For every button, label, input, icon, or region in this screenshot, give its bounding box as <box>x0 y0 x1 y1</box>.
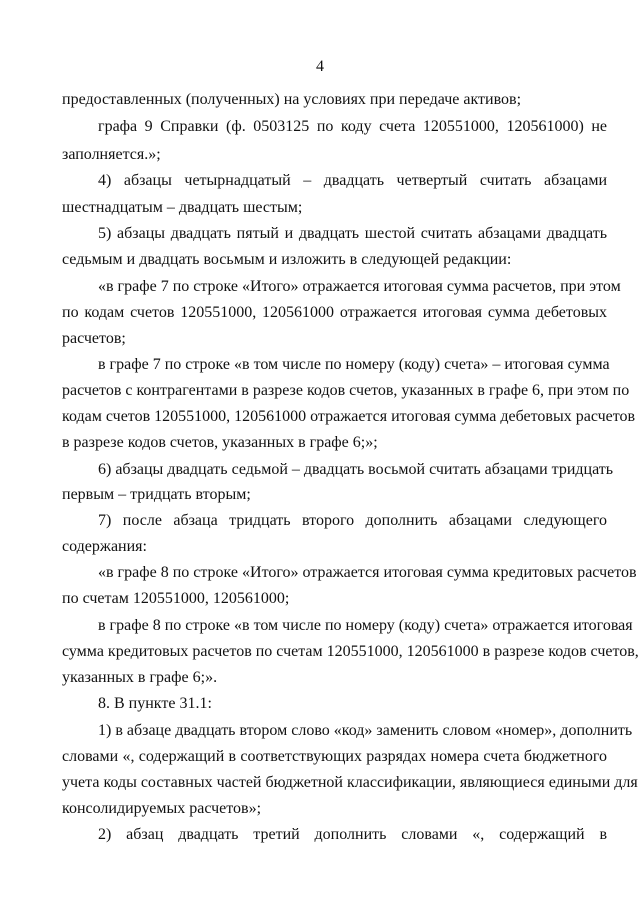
text-line: первым – тридцать вторым; <box>62 486 251 503</box>
text-line: седьмым и двадцать восьмым и изложить в следующей редакции: <box>62 251 512 268</box>
text-line: консолидируемых расчетов»; <box>62 800 262 817</box>
text-line: кодам счетов 120551000, 120561000 отражается итоговая сумма дебетовых расчетов <box>62 408 636 425</box>
text-line: «в графе 8 по строке «Итого» отражается итоговая сумма кредитовых расчетов <box>98 564 637 581</box>
text-line: в графе 7 по строке «в том числе по номеру (коду) счета» – итоговая сумма <box>98 356 610 373</box>
text-line: 1) в абзаце двадцать втором слово «код» заменить словом «номер», дополнить <box>98 722 633 739</box>
text-line: 4) абзацы четырнадцатый – двадцать четвертый считать абзацами <box>98 172 607 189</box>
text-line: расчетов с контрагентами в разрезе кодов счетов, указанных в графе 6, при этом по <box>62 382 630 399</box>
text-line: указанных в графе 6;». <box>62 669 218 686</box>
text-line: 6) абзацы двадцать седьмой – двадцать восьмой считать абзацами тридцать <box>98 461 614 478</box>
text-line: «в графе 7 по строке «Итого» отражается итоговая сумма расчетов, при этом <box>98 278 621 295</box>
text-line: предоставленных (полученных) на условиях при передаче активов; <box>62 91 522 108</box>
text-line: 8. В пункте 31.1: <box>98 695 212 712</box>
text-line: по кодам счетов 120551000, 120561000 отражается итоговая сумма дебетовых <box>62 304 607 321</box>
text-line: шестнадцатым – двадцать шестым; <box>62 199 303 216</box>
text-line: расчетов; <box>62 330 126 347</box>
text-line: 7) после абзаца тридцать второго дополнить абзацами следующего <box>98 512 607 529</box>
text-line: графа 9 Справки (ф. 0503125 по коду счета 120551000, 120561000) не <box>98 118 607 135</box>
text-line: по счетам 120551000, 120561000; <box>62 590 290 607</box>
text-line: в графе 8 по строке «в том числе по номеру (коду) счета» отражается итоговая <box>98 617 633 634</box>
text-line: содержания: <box>62 538 147 555</box>
text-line: 5) абзацы двадцать пятый и двадцать шестой считать абзацами двадцать <box>98 225 607 242</box>
text-line: в разрезе кодов счетов, указанных в графе 6;»; <box>62 434 378 451</box>
page-number: 4 <box>316 58 324 75</box>
text-line: 2) абзац двадцать третий дополнить словами «, содержащий в <box>98 826 607 843</box>
text-line: словами «, содержащий в соответствующих разрядах номера счета бюджетного <box>62 748 607 765</box>
text-line: учета коды составных частей бюджетной классификации, являющиеся едиными для <box>62 774 638 791</box>
text-line: сумма кредитовых расчетов по счетам 120551000, 120561000 в разрезе кодов счетов, <box>62 643 639 660</box>
text-line: заполняется.»; <box>62 146 161 163</box>
